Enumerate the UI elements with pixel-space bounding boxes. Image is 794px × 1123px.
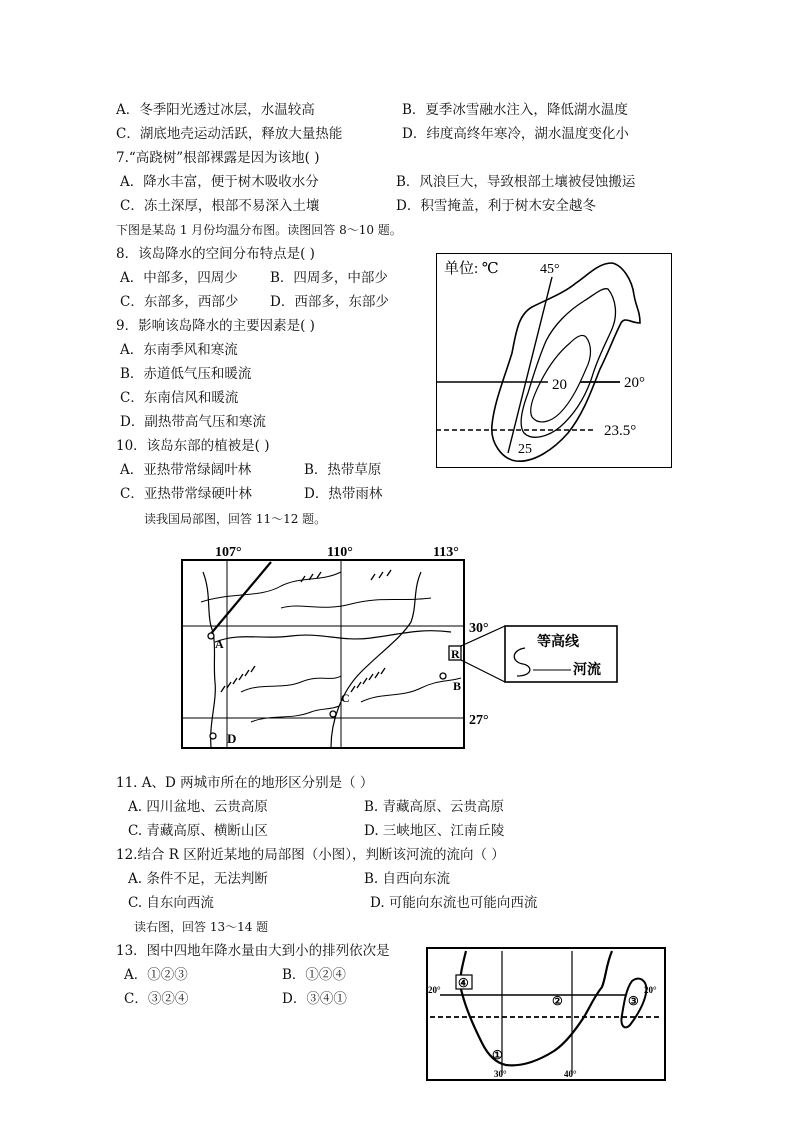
q6-option-a: A．冬季阳光透过冰层，水温较高 — [116, 102, 315, 118]
isotherm-25-label: 25 — [518, 442, 532, 457]
map-frame — [182, 560, 464, 748]
q11-option-b: B. 青藏高原、云贵高原 — [364, 799, 505, 815]
q8-option-a: A．中部多，四周少 — [120, 270, 238, 286]
region-r-label: R — [451, 647, 460, 661]
china-region-map — [181, 542, 621, 752]
q7-option-c: C．冻土深厚，根部不易深入土壤 — [120, 198, 320, 214]
q12-option-b: B. 自西向东流 — [364, 871, 451, 887]
longitude-45-label: 45° — [540, 262, 560, 277]
legend-river-label: 河流 — [573, 663, 601, 678]
q9-stem: 9．影响该岛降水的主要因素是( ) — [116, 318, 315, 334]
q10-option-c: C．亚热带常绿硬叶林 — [120, 486, 252, 502]
q11-option-a: A. 四川盆地、云贵高原 — [128, 799, 268, 815]
longitude-30-label: 30° — [494, 1069, 507, 1079]
point-3-label: ③ — [628, 994, 639, 1008]
latitude-27-label: 27° — [469, 713, 489, 728]
q13-option-c: C．③②④ — [124, 991, 189, 1007]
island-temperature-map — [436, 253, 672, 468]
q6-option-b: B．夏季冰雪融水注入，降低湖水温度 — [402, 102, 628, 118]
latitude-23-5-label: 23.5° — [604, 423, 637, 439]
q13-option-a: A．①②③ — [124, 967, 188, 983]
q7-option-d: D．积雪掩盖，利于树木安全越冬 — [396, 198, 596, 214]
q13-option-b: B．①②④ — [282, 967, 346, 983]
q7-option-a: A．降水丰富，便于树木吸收水分 — [120, 174, 319, 190]
q12-option-d: D. 可能向东流也可能向西流 — [370, 895, 538, 911]
point-1-label: ① — [492, 1048, 503, 1062]
longitude-107-label: 107° — [215, 545, 242, 560]
city-b-marker — [440, 673, 446, 679]
longitude-110-label: 110° — [327, 545, 353, 560]
q10-stem: 10．该岛东部的植被是( ) — [116, 438, 270, 454]
q13-option-d: D．③④① — [282, 991, 347, 1007]
q9-option-a: A．东南季风和寒流 — [120, 342, 238, 358]
inset-pointer-bottom — [461, 660, 505, 682]
city-a-label: A — [215, 637, 224, 651]
longitude-113-label: 113° — [433, 545, 459, 560]
city-b-label: B — [453, 679, 462, 693]
q8-option-c: C．东部多，西部少 — [120, 294, 239, 310]
intro-11-12: 读我国局部图，回答 11～12 题。 — [144, 512, 327, 526]
q8-stem: 8．该岛降水的空间分布特点是( ) — [116, 246, 315, 262]
city-a-marker — [208, 633, 214, 639]
q11-option-c: C. 青藏高原、横断山区 — [128, 823, 268, 839]
q9-option-c: C．东南信风和暖流 — [120, 390, 239, 406]
q8-option-d: D．西部多，东部少 — [270, 294, 389, 310]
city-c-marker — [330, 711, 336, 717]
intro-8-10: 下图是某岛 1 月份均温分布图。读图回答 8～10 题。 — [116, 223, 402, 237]
q12-option-c: C. 自东向西流 — [128, 895, 214, 911]
q12-option-a: A. 条件不足，无法判断 — [128, 871, 268, 887]
q10-option-a: A．亚热带常绿阔叶林 — [120, 462, 252, 478]
latitude-20-right-label: 20° — [644, 985, 657, 995]
q10-option-b: B．热带草原 — [304, 462, 382, 478]
latitude-20-label: 20° — [624, 375, 645, 391]
q11-option-d: D. 三峡地区、江南丘陵 — [364, 823, 505, 839]
q7-option-b: B．风浪巨大，导致根部土壤被侵蚀搬运 — [396, 174, 636, 190]
q12-stem: 12.结合 R 区附近某地的局部图（小图），判断该河流的流向（ ） — [116, 847, 505, 863]
q11-stem: 11. A、D 两城市所在的地形区分别是（ ） — [116, 775, 374, 791]
q9-option-d: D．副热带高气压和寒流 — [120, 414, 266, 430]
q6-option-c: C．湖底地壳运动活跃，释放大量热能 — [116, 126, 343, 142]
legend-contour-label: 等高线 — [537, 635, 579, 650]
q8-option-b: B．四周多，中部少 — [270, 270, 388, 286]
q13-stem: 13．图中四地年降水量由大到小的排列依次是 — [116, 943, 390, 959]
q10-option-d: D．热带雨林 — [304, 486, 383, 502]
city-c-label: C — [341, 691, 350, 705]
q9-option-b: B．赤道低气压和暖流 — [120, 366, 252, 382]
latitude-20-left-label: 20° — [428, 985, 441, 995]
city-d-label: D — [227, 731, 237, 746]
point-2-label: ② — [552, 994, 563, 1008]
latitude-30-label: 30° — [469, 621, 489, 636]
city-d-marker — [210, 733, 216, 739]
longitude-40-label: 40° — [564, 1069, 577, 1079]
isotherm-20-label: 20 — [552, 377, 567, 393]
intro-13-14: 读右图，回答 13～14 题 — [134, 920, 269, 934]
q6-option-d: D．纬度高终年寒冷，湖水温度变化小 — [402, 126, 629, 142]
q7-stem: 7.“高跷树”根部裸露是因为该地( ) — [116, 150, 320, 166]
southern-africa-map — [426, 947, 666, 1081]
map-unit-label: 单位: ℃ — [444, 261, 499, 277]
point-4-label: ④ — [458, 976, 469, 990]
